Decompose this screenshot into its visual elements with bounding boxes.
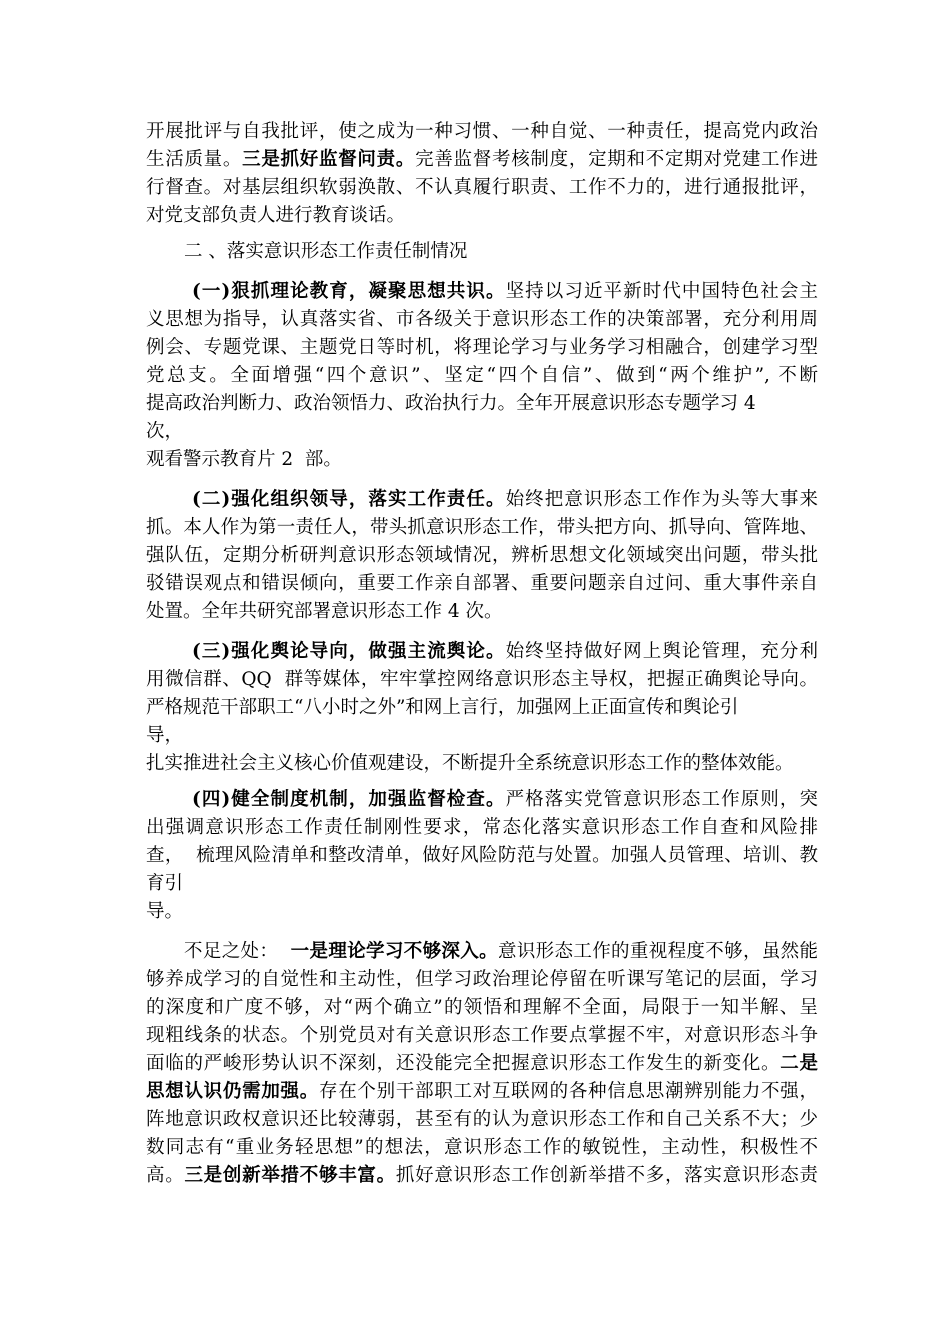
paragraph-line: 用微信群、QQ 群等媒体，牢牢掌控网络意识形态主导权，把握正确舆论导向。 [146, 669, 818, 690]
text-run: 始终坚持做好网上舆论管理，充分利 [505, 641, 818, 662]
paragraph-line: 驳错误观点和错误倾向，重要工作亲自部署、重要问题亲自过问、重大事件亲自 [146, 573, 818, 594]
paragraph-line [146, 638, 818, 666]
paragraph-line: 育引 [146, 873, 184, 894]
paragraph-line: 现粗线条的状态。个别党员对有关意识形态工作要点掌握不牢，对意识形态斗争 [146, 1025, 818, 1046]
paragraph-line: 对党支部负责人进行教育谈话。 [146, 205, 406, 226]
bold-lead: 思想认识仍需加强。 [146, 1081, 319, 1102]
paragraph-line: 导。 [146, 901, 184, 922]
paragraph-line: 开展批评与自我批评，使之成为一种习惯、一种自觉、一种责任，提高党内政治 [146, 121, 818, 142]
text-run: 严格落实党管意识形态工作原则，突 [505, 789, 818, 810]
paragraph-line: 导， [146, 725, 184, 746]
text-run: 完善监督考核制度，定期和不定期对党建工作进 [415, 149, 818, 170]
paragraph-line: 查， 梳理风险清单和整改清单，做好风险防范与处置。加强人员管理、培训、教 [146, 845, 818, 866]
subsection-title: (四)健全制度机制，加强监督检查。 [192, 789, 506, 810]
paragraph-line [146, 786, 818, 814]
paragraph-line: 扎实推进社会主义核心价值观建设，不断提升全系统意识形态工作的整体效能。 [146, 753, 794, 774]
paragraph-line: 阵地意识政权意识还比较薄弱，甚至有的认为意识形态工作和自己关系不大；少 [146, 1109, 818, 1130]
text-run: 抓好意识形态工作创新举措不多，落实意识形态责 [395, 1165, 818, 1186]
paragraph-line [146, 1162, 818, 1190]
text-run: 意识形态工作的重视程度不够，虽然能 [497, 941, 818, 962]
text-run: 存在个别干部职工对互联网的各种信息思潮辨别能力不强， [318, 1081, 818, 1102]
paragraph-line: 处置。全年共研究部署意识形态工作 4 次。 [146, 601, 503, 622]
subsection-title: (三)强化舆论导向，做强主流舆论。 [192, 641, 506, 662]
paragraph-line: 次， [146, 421, 184, 442]
paragraph-line: 强队伍，定期分析研判意识形态领域情况，辨析思想文化领域突出问题，带头批 [146, 545, 818, 566]
section-heading: 二 、落实意识形态工作责任制情况 [184, 241, 468, 262]
paragraph-line: 提高政治判断力、政治领悟力、政治执行力。全年开展意识形态专题学习 4 [146, 393, 756, 414]
text-run: 不足之处： [184, 941, 291, 962]
text-run: 始终把意识形态工作作为头等大事来 [505, 489, 818, 510]
bold-lead: 一是理论学习不够深入。 [290, 941, 498, 962]
subsection-title: (二)强化组织领导，落实工作责任。 [192, 489, 506, 510]
paragraph-line [146, 278, 818, 306]
paragraph-line [146, 486, 818, 514]
paragraph-line [146, 1078, 818, 1106]
paragraph-line: 行督查。对基层组织软弱涣散、不认真履行职责、工作不力的，进行通报批评， [146, 177, 818, 198]
paragraph-line: 抓。本人作为第一责任人，带头抓意识形态工作，带头把方向、抓导向、管阵地、 [146, 517, 818, 538]
text-run: 坚持以习近平新时代中国特色社会主 [505, 281, 818, 302]
bold-lead: 三是抓好监督问责。 [242, 149, 416, 170]
paragraph-line: 党总支。全面增强“四个意识”、坚定“四个自信”、做到“两个维护”, 不断 [146, 365, 818, 386]
text-run: 生活质量。 [146, 149, 243, 170]
paragraph-line: 观看警示教育片 2 部。 [146, 449, 342, 470]
paragraph-line: 数同志有“重业务轻思想”的想法，意识形态工作的敏锐性，主动性，积极性不 [146, 1137, 818, 1158]
subsection-title: (一)狠抓理论教育，凝聚思想共识。 [192, 281, 506, 302]
paragraph-line: 例会、专题党课、主题党日等时机，将理论学习与业务学习相融合，创建学习型 [146, 337, 818, 358]
text-run: 面临的严峻形势认识不深刻，还没能完全把握意识形态工作发生的新变化。 [146, 1053, 781, 1074]
text-run: 高。 [146, 1165, 185, 1186]
paragraph-line [146, 938, 818, 966]
paragraph-line [146, 1050, 818, 1078]
paragraph-line [146, 146, 818, 174]
paragraph-line: 的深度和广度不够，对“两个确立”的领悟和理解不全面，局限于一知半解、呈 [146, 997, 818, 1018]
paragraph-line: 够养成学习的自觉性和主动性，但学习政治理论停留在听课写笔记的层面，学习 [146, 969, 818, 990]
bold-lead: 二是 [780, 1053, 818, 1074]
bold-lead: 三是创新举措不够丰富。 [184, 1165, 396, 1186]
document-page [146, 118, 818, 1190]
paragraph-line: 严格规范干部职工“八小时之外”和网上言行，加强网上正面宣传和舆论引 [146, 697, 739, 718]
paragraph-line: 出强调意识形态工作责任制刚性要求，常态化落实意识形态工作自查和风险排 [146, 817, 818, 838]
paragraph-line: 义思想为指导，认真落实省、市各级关于意识形态工作的决策部署，充分利用周 [146, 309, 818, 330]
